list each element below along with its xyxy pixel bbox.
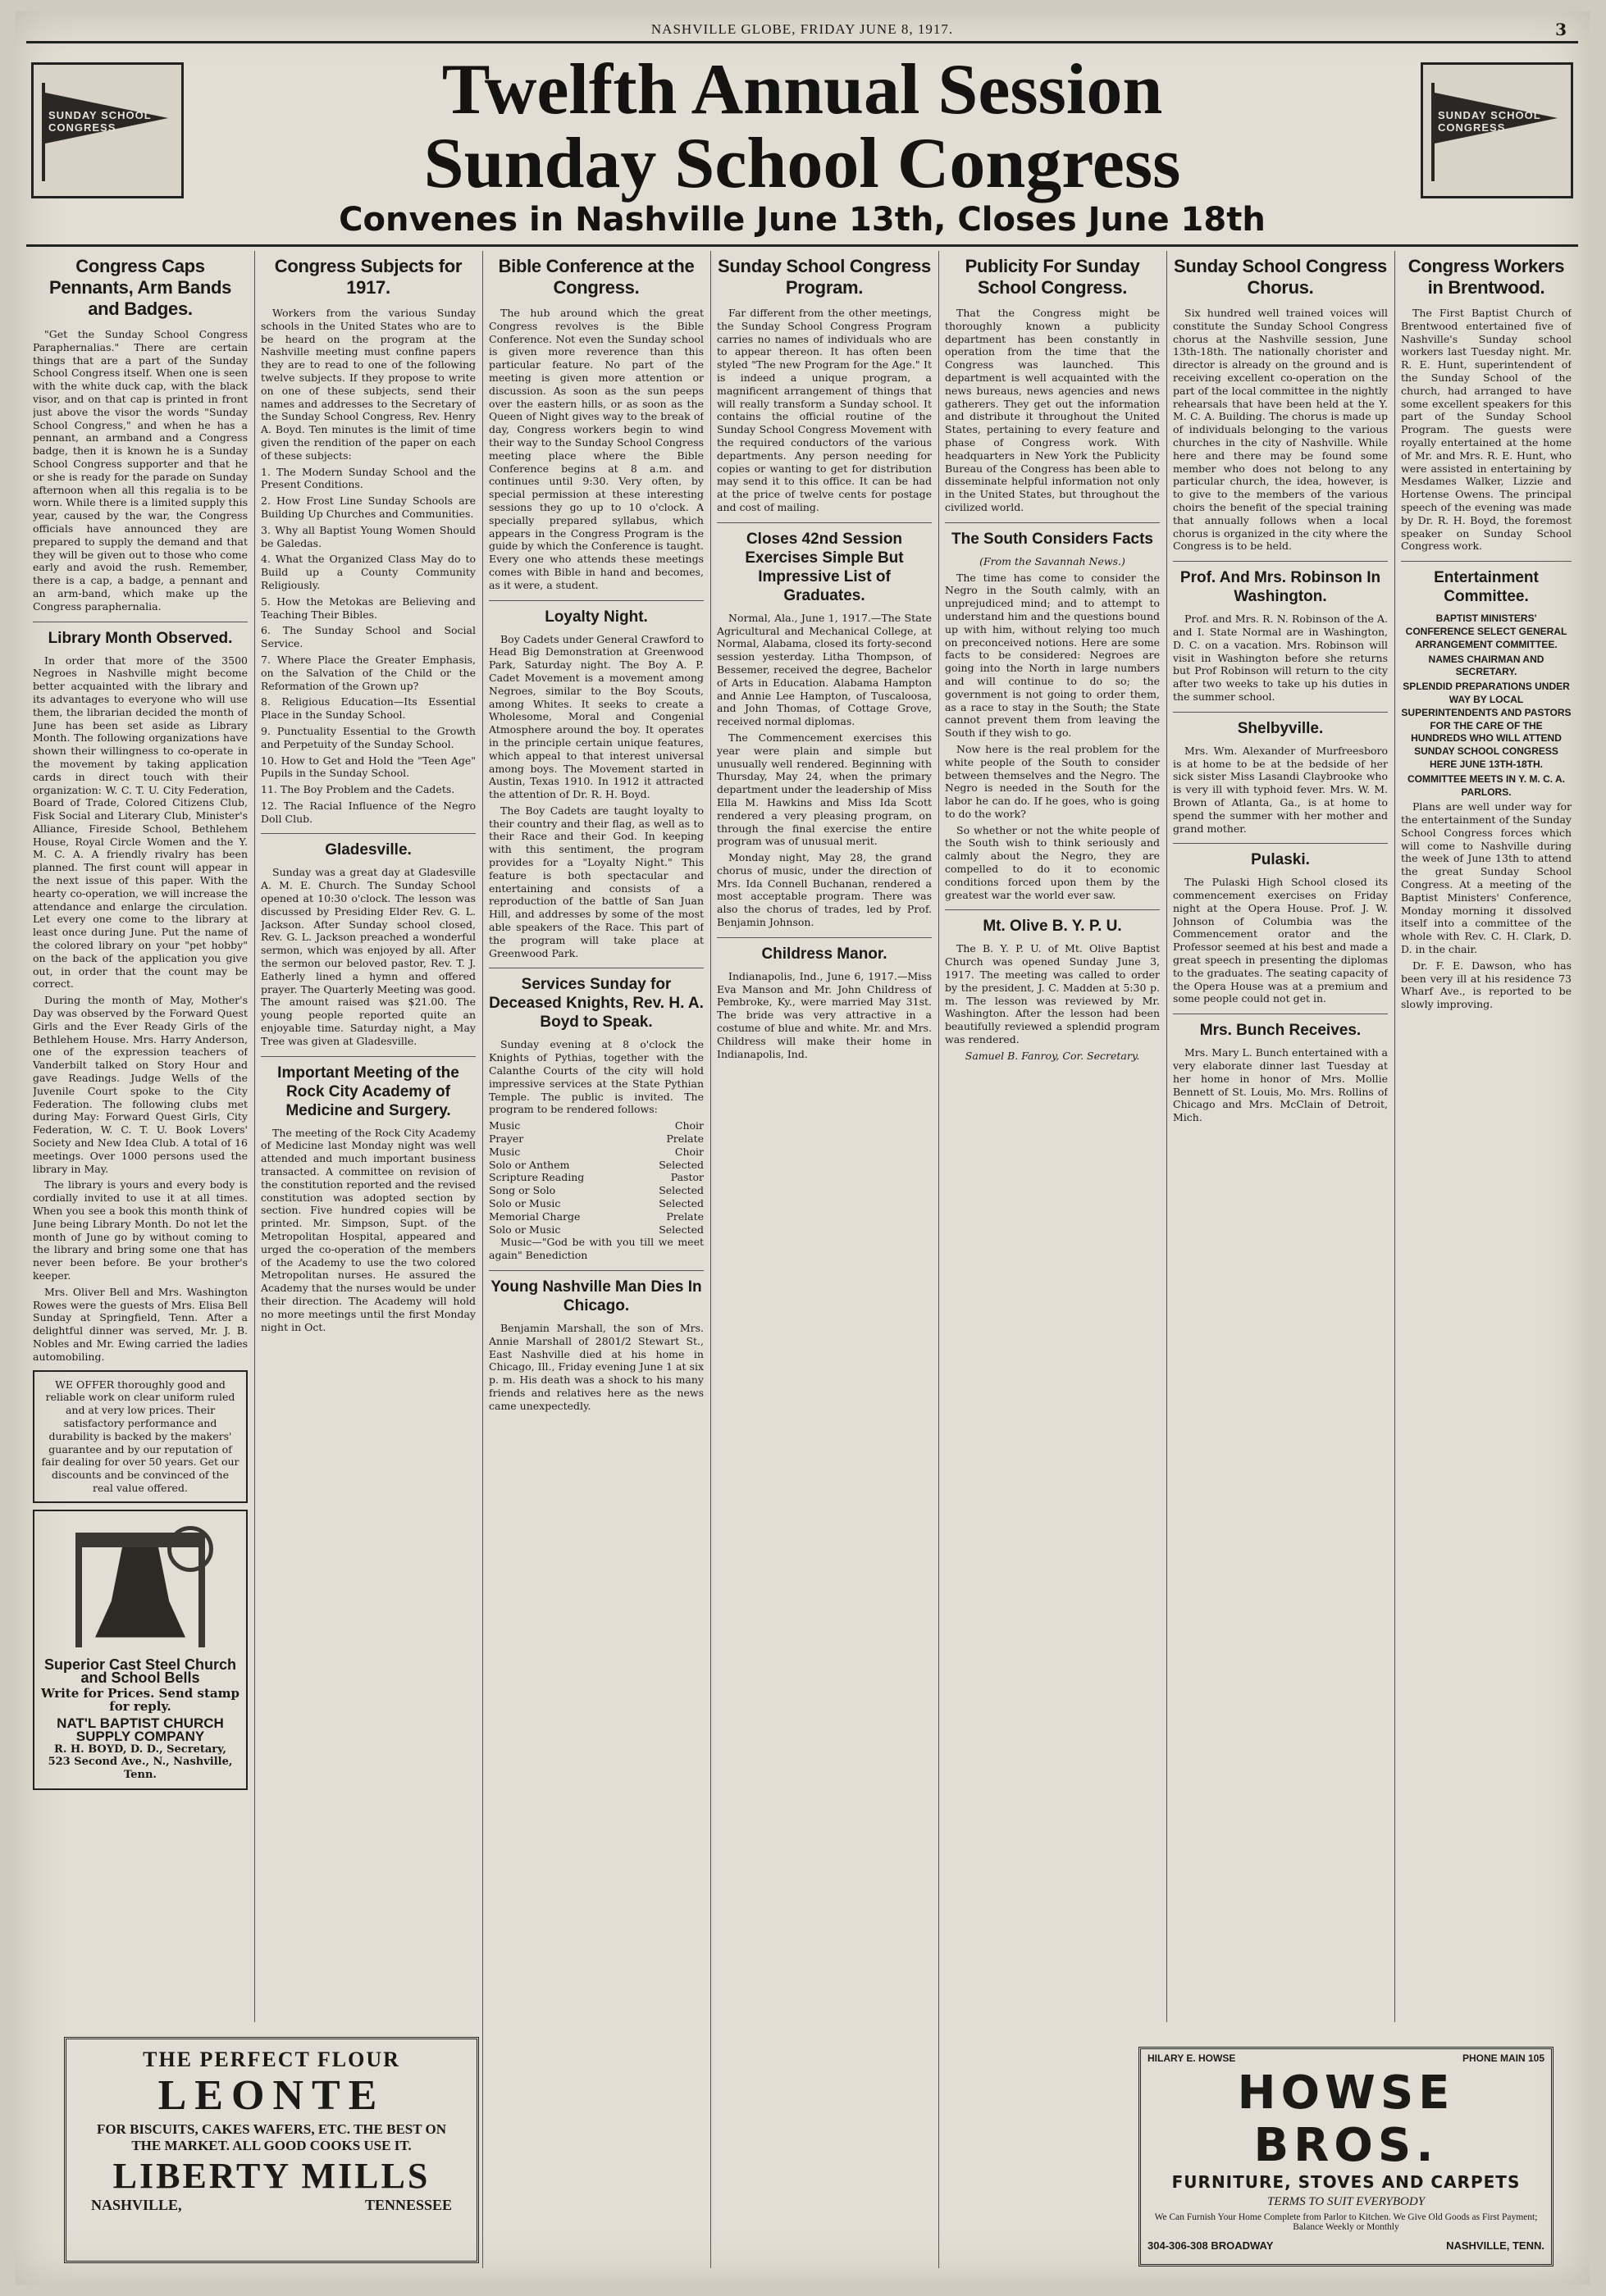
ad-proprietor: HILARY E. HOWSE <box>1147 2052 1236 2064</box>
article-text: Six hundred well trained voices will constitute the Sunday School Congress chorus at the Nashville session, June 13th-18th. The nationally chorister and director is already on the ground and is receiving excellent co-operation on the part of the local committee in the nightly rehearsals that have been held at the Y. M. C. A. Building. The chorus is made up of individuals belonging to the various churches in the city of Nashville. While here and there may be found some member who does not belong to any particular church, the idea, however, is to give to the members of the various choirs the benefit of the special training that annually follows when a local chorus is organized in the city where the Congress is to be held. <box>1173 307 1388 553</box>
ad-products: FURNITURE, STOVES AND CARPETS <box>1171 2172 1521 2192</box>
ad-company: LIBERTY MILLS <box>112 2156 431 2196</box>
article-byline: (From the Savannah News.) <box>979 554 1125 567</box>
article-text: Far different from the other meetings, the Sunday School Congress Program carries no names of individuals who are to appear thereon. It has often been styled "The new Program for the Age." It is indeed a unique program, a magnificent arrangement of things that will really transform a Sunday school. It contains the official routine of the Sunday School Congress Movement with the required conductors of the various departments. Any person needing for copies or wanting to get for distribution may send it to this office. It can be had at the price of twelve cents for postage and cost of mailing. <box>717 307 932 513</box>
article-text: During the month of May, Mother's Day was observed by the Forward Quest Girls and the Ever Ready Girls of the Bethlehem House. Mrs. Harry Anderson, one of the expression teachers of Vanderbilt talked on Story Hour and gave Readings. Judge Wells of the Juvenile Court spoke to the City Federation. The following clubs met during May: Forward Quest Girls, City Federation, W. C. T. U. Book Lovers' Society and New Idea Club. A total of 16 meetings. Over 1000 persons used the library in May. <box>33 994 248 1175</box>
ad-tagline: THE PERFECT FLOUR <box>143 2048 400 2071</box>
column-4 <box>717 251 932 2268</box>
ad-footer <box>1141 2234 1551 2257</box>
ad-text: Write for Prices. Send stamp for reply. <box>41 1686 240 1715</box>
subject-item: 10. How to Get and Hold the "Teen Age" Pupils in the Sunday School. <box>261 754 476 780</box>
ad-company: NAT'L BAPTIST CHURCH SUPPLY COMPANY <box>57 1715 224 1744</box>
subject-item: 1. The Modern Sunday School and the Present Conditions. <box>261 465 476 491</box>
article-title: Young Nashville Man Dies In Chicago. <box>489 1270 704 1315</box>
article-title: Prof. And Mrs. Robinson In Washington. <box>1173 561 1388 606</box>
article-text: So whether or not the white people of the South wish to think seriously and calmly about the Negro, they are compelled to do it to economic conditions forced upon them by the greatest war the world ever saw. <box>945 823 1160 901</box>
article-text: The hub around which the great Congress revolves is the Bible Conference. Not even the Sunday school is given more reverence than this particular feature. No part of the meeting is given more attention or discussion. As soon as the sun peeps over the eastern hills, or as soon as the Queen of Night gives way to the break of day, Congress workers begin to wind their way to the Sunday School Congress meeting place where the Bible Conference begins at 8 a.m. and continues until 9:30. Very often, by special permission at these interesting sessions they go up to 10 o'clock. A specially prepared syllabus, which appears in the Congress Program is the guide by which the Conference is taught. Every one who attends these meetings comes with Bible in hand and becomes, as it were, a student. <box>489 307 704 591</box>
column-divider <box>1166 251 1167 2022</box>
headline-secondary: Sunday School Congress <box>423 124 1181 203</box>
program-row: Solo or Music Selected <box>489 1197 704 1210</box>
article-title: Childress Manor. <box>717 937 932 963</box>
column-divider <box>482 251 483 2268</box>
article-title: Congress Caps Pennants, Arm Bands and Badges. <box>48 256 232 319</box>
article-title: Mt. Olive B. Y. P. U. <box>945 909 1160 936</box>
column-divider <box>938 251 939 2268</box>
article-text: Indianapolis, Ind., June 6, 1917.—Miss Eva Manson and Mr. John Childress of Pembroke, Ky., were married May 31st. The bride was very attractive in a costume of blue and white. Mr. and Mrs. Childress will make their home in Indianapolis, Ind. <box>717 969 932 1060</box>
top-rule <box>26 41 1578 43</box>
subject-item: 3. Why all Baptist Young Women Should be Galedas. <box>261 523 476 549</box>
column-2 <box>261 251 476 2022</box>
ad-text: FOR BISCUITS, CAKES WAFERS, ETC. THE BEST ON THE MARKET. ALL GOOD COOKS USE IT. <box>96 2121 447 2153</box>
ad-phone: PHONE MAIN 105 <box>1462 2052 1544 2064</box>
article-title: Services Sunday for Deceased Knights, Rev. H. A. Boyd to Speak. <box>489 968 704 1032</box>
article-signature: Samuel B. Fanroy, Cor. Secretary. <box>965 1049 1140 1062</box>
notice-heading: BAPTIST MINISTERS' CONFERENCE SELECT GENERAL ARRANGEMENT COMMITTEE. <box>1405 613 1567 650</box>
article-text: Prof. and Mrs. R. N. Robinson of the A. and I. State Normal are in Washington, D. C. on a vacation. Mrs. Robinson will visit in Washington before she returns but Prof Robinson will return to the city after two weeks to take up his duties in the summer school. <box>1173 613 1388 703</box>
ad-location <box>66 2197 477 2214</box>
column-3 <box>489 251 704 2268</box>
article-text: "Get the Sunday School Congress Paraphernalias." There are certain things that are a part of the Sunday School Congress itself. When one is seen with the white duck cap, with the black visor, and on that cap is printed in front just above the visor the words "Sunday School Congress," and when he has a pennant, an armband and a Congress badge, then it is known he is a Sunday School Congress supporter and that he or she is ready for the parade on Sunday afternoon when all this regalia is to be worn. While there is a limited supply this year, caused by the war, the Congress officials have announced they are prepared to supply the demand and that they will be given out to those who come early and avoid the rush. Remember, there is a cap, a badge, a pennant and an arm-band, which make up the Congress paraphernalia. <box>33 328 248 613</box>
article-title: The South Considers Facts <box>945 522 1160 549</box>
column-1 <box>33 251 248 2022</box>
notice-heading: SPLENDID PREPARATIONS UNDER WAY BY LOCAL SUPERINTENDENTS AND PASTORS FOR THE CARE OF THE HUNDREDS WHO WILL ATTEND SUNDAY SCHOOL CONGRESS HERE JUNE 13TH-18TH. <box>1401 681 1572 770</box>
pennant-right <box>1421 62 1573 198</box>
service-program <box>489 1119 704 1236</box>
ad-brand: HOWSE BROS. <box>1237 2066 1455 2172</box>
advertisement-leonte-flour <box>64 2037 479 2263</box>
pennant-text: SUNDAY SCHOOL CONGRESS <box>48 109 152 134</box>
column-5 <box>945 251 1160 2268</box>
ad-city: NASHVILLE, <box>91 2197 182 2213</box>
article-text: Now here is the real problem for the white people of the South to consider between themselves and the Negro. The Negro is needed in the South for the labor he can do. If he goes, who is going to do the work? <box>945 742 1160 820</box>
article-title: Shelbyville. <box>1173 712 1388 738</box>
program-row: Music Choir <box>489 1145 704 1158</box>
ad-state: TENNESSEE <box>364 2197 452 2213</box>
subject-item: 11. The Boy Problem and the Cadets. <box>261 783 455 796</box>
article-text: Benjamin Marshall, the son of Mrs. Annie Marshall of 2801/2 Stewart St., East Nashville died at his home in Chicago, Ill., Friday evening June 1 at six p. m. His death was a shock to his many friends and relatives here as the news came unexpectedly. <box>489 1322 704 1412</box>
article-title: Bible Conference at the Congress. <box>498 256 695 298</box>
article-text: The Pulaski High School closed its commencement exercises on Friday night at the Opera House. Prof. J. W. Johnson of Columbia was the Commencement orator and the Professor seemed at his best and made a great speech in presenting the diplomas to the graduates. The seating capacity of the Opera House was at a premium and some people could not get in. <box>1173 876 1388 1005</box>
subject-item: 7. Where Place the Greater Emphasis, on the Salvation of the Child or the Reformation of the Grown up? <box>261 653 476 692</box>
program-row: Scripture Reading Pastor <box>489 1171 704 1184</box>
article-title: Loyalty Night. <box>489 600 704 626</box>
ad-text: WE OFFER thoroughly good and reliable work on clear uniform ruled and at very low prices. Their satisfactory performance and durability is backed by the makers' guarantee and by our reputation of fair dealing for over 50 years. Get our discounts and be convinced of the real value offered. <box>41 1378 240 1494</box>
article-text: The B. Y. P. U. of Mt. Olive Baptist Church was opened Sunday June 3, 1917. The meeting was called to order by the president, J. C. Madden at 5:30 p. m. The lesson was reviewed by Mr. Washington. After the lesson had been beautifully reviewed a splendid program was rendered. <box>945 942 1160 1046</box>
program-row: Solo or Anthem Selected <box>489 1158 704 1171</box>
column-divider <box>1394 251 1395 2022</box>
article-text: In order that more of the 3500 Negroes in Nashville might become better acquainted with the library and its advantages to everyone who will use them, the librarian decided the month of June has been set aside as Library Month. The following organizations have shown their willingness to co-operate in the movement by taking application cards in direct touch with their organization: W. C. T. U. City Federation, Board of Trade, Colored Citizens Club, Fisk Social and Literary Club, Minister's Alliance, Fireside School, Bethlehem House, Royal Circle Women and the Y. M. C. A. A friendly rivalry has been planned. The first count will appear in the next issue of this paper. With the hearty co-operation, we will increase the attendance and enlarge the circulation. Let every one come to the library at least once during June. Put the name of the colored library on your "pet hobby" on the back of the application you give out, in order that the count may be correct. <box>33 654 248 991</box>
pennant-pole <box>1431 83 1435 181</box>
article-text: The library is yours and every body is cordially invited to use it at all times. When you see a book this month think of June being Library Month. Do not let the month of June go by without coming to the library and bring some one that has never been before. Be your brother's keeper. <box>33 1178 248 1282</box>
subject-item: 2. How Frost Line Sunday Schools are Building Up Churches and Communities. <box>261 494 476 520</box>
column-divider <box>254 251 255 2022</box>
advertisement-howse-bros <box>1138 2047 1554 2266</box>
article-text: Sunday was a great day at Gladesville A. M. E. Church. The Sunday School opened at 10:30 o'clock. The lesson was discussed by Presiding Elder Rev. G. L. Jackson. After Sunday school closed, Rev. G. L. Jackson preached a wonderful sermon, which was enjoyed by all. After the sermon our beloved pastor, Rev. T. J. Eatherly lined a hymn and offered prayer. The Quarterly Meeting was good. The amount raised was $21.00. The young people reported quite an enjoyable time. Saturday night, a May Tree was given at Gladesville. <box>261 866 476 1047</box>
ad-header <box>1141 2049 1551 2067</box>
article-title: Mrs. Bunch Receives. <box>1173 1014 1388 1040</box>
article-text: The meeting of the Rock City Academy of Medicine last Monday night was well attended and much important business transacted. A committee on revision of the constitution reported and the revised constitution was adopted section by section. Five hundred copies will be printed. Mr. Simpson, Supt. of the Metropolitan Hospital, appeared and urged the co-operation of the members of the Academy to use the two colored Metropolitan nurses. He assured the Academy that the nurses would be under their direction. The Academy will hold no more meetings until the first Monday night in Oct. <box>261 1126 476 1333</box>
article-text: That the Congress might be thoroughly known a publicity department has been constantly in operation from the time that the Congress was launched. This department is well acquainted with the news bureaus, news agencies and news gatherers. They get out the information and distribute it throughout the United States, pertaining to every feature and phase of Congress work. With headquarters in New York the Publicity Bureau of the Congress has been able to disseminate helpful information not only in the United States, but throughout the civilized world. <box>945 307 1160 513</box>
subject-item: 9. Punctuality Essential to the Growth and Perpetuity of the Sunday School. <box>261 724 476 750</box>
article-title: Congress Workers in Brentwood. <box>1408 256 1565 298</box>
ad-address: 304-306-308 BROADWAY <box>1147 2239 1274 2252</box>
article-text: Monday night, May 28, the grand chorus of music, under the direction of Mrs. Ida Connell Buchanan, rendered a most acceptable program. There was also the chorus of trades, led by Prof. Benjamin Johnson. <box>717 851 932 929</box>
program-row: Memorial Charge Prelate <box>489 1210 704 1223</box>
article-text: Boy Cadets under General Crawford to Head Big Demonstration at Greenwood Park, Saturday night. The Boy A. P. Cadet Movement is a movement among Negroes, similar to the Boy Scouts, among Whites. It seeks to create a Wholesome, Moral and Congenial Atmosphere around the boy. It operates in the principle certain unique features, which appeal to that interest universal among boys. The Movement started in Austin, Texas 1910. In 1912 it attracted the attention of Dr. R. H. Boyd. <box>489 632 704 801</box>
ad-city: NASHVILLE, TENN. <box>1446 2239 1544 2252</box>
column-7 <box>1401 251 1572 2022</box>
article-text: The time has come to consider the Negro in the South calmly, with an unprejudiced mind; and to attempt to understand him and the questions bound up with him, without relying too much on preconceived notions. Here are some facts to be considered: Negroes are going into the North in large numbers and will continue to do so; the government is not going to order them, as a race to stay in the South; the State cannot prevent them from leaving the South if they wish to go. <box>945 571 1160 740</box>
article-text: Mrs. Oliver Bell and Mrs. Washington Rowes were the guests of Mrs. Elisa Bell Sunday at Springfield, Tenn. After a delightful dinner was served, Mr. J. B. Nobles and Mr. Ewing carried the ladies automobiling. <box>33 1285 248 1363</box>
article-text: Music—"God be with you till we meet again" Benediction <box>489 1236 704 1262</box>
pennant-left <box>31 62 184 198</box>
program-row: Song or Solo Selected <box>489 1184 704 1197</box>
article-title: Publicity For Sunday School Congress. <box>965 256 1140 298</box>
article-text: The Boy Cadets are taught loyalty to their country and their flag, as well as to their Race and their God. In keeping with this sentiment, the program provides for a "Loyalty Night." This feature is both spectacular and entertaining and consists of a reproduction of the battle of San Juan Hill, and addresses by some of the most able speakers of the Race. This part of the program will take place at Greenwood Park. <box>489 804 704 959</box>
program-row: Music Choir <box>489 1119 704 1132</box>
article-text: The First Baptist Church of Brentwood entertained five of Nashville's Sunday school workers last Tuesday night. Mr. R. E. Hunt, superintendent of the Sunday School of the church, had arranged to have some excellent speakers for this part of the Sunday School Program. The guests were royally entertained at the home of Mr. and Mrs. R. E. Hunt, who were assisted in entertaining by Mesdames Walker, Lizzie and Hortense Owens. The principal speech of the evening was made by Dr. R. H. Boyd, the foremost speaker on Sunday School Congress work. <box>1401 307 1572 553</box>
article-text: Sunday evening at 8 o'clock the Knights of Pythias, together with the Calanthe Courts of the city will hold impressive services at the State Pythian Temple. The public is invited. The program to be rendered follows: <box>489 1038 704 1116</box>
ad-text: R. H. BOYD, D. D., Secretary, <box>54 1742 226 1756</box>
article-text: Mrs. Mary L. Bunch entertained with a very elaborate dinner last Tuesday at her home in honor of Mrs. Mollie Bennett of St. Louis, Mo. Mrs. Rollins of Chicago and Mrs. McClain of Detroit, Mich. <box>1173 1046 1388 1124</box>
page-number: 3 <box>1555 20 1567 39</box>
subject-item: 5. How the Metokas are Believing and Teaching Their Bibles. <box>261 594 476 621</box>
advertisement-we-offer <box>33 1370 248 1503</box>
article-title: Entertainment Committee. <box>1401 561 1572 606</box>
subject-item: 12. The Racial Influence of the Negro Doll Club. <box>261 799 476 825</box>
article-title: Important Meeting of the Rock City Academy of Medicine and Surgery. <box>261 1056 476 1120</box>
article-text: Plans are well under way for the entertainment of the Sunday School Congress forces which will come to Nashville during the week of June 13th to attend the great Sunday School Congress. At a meeting of the Baptist Ministers' Conference, Monday morning it dissolved itself into a committee of the whole with Rev. C. H. Clark, D. D. in the chair. <box>1401 800 1572 956</box>
notice-heading: COMMITTEE MEETS IN Y. M. C. A. PARLORS. <box>1407 772 1565 798</box>
article-text: Normal, Ala., June 1, 1917.—The State Agricultural and Mechanical College, at Normal, Alabama, closed its forty-second session yesterday. Litha Thompson, of Bessemer, received the degree, Bachelor of Arts in Education. Alabama Hampton and Annie Lee Hampton, of Tuscaloosa, and John Thomas, of Cottage Grove, received normal diplomas. <box>717 611 932 728</box>
folio-line: NASHVILLE GLOBE, FRIDAY JUNE 8, 1917. <box>650 21 954 37</box>
ad-text: We Can Furnish Your Home Complete from Parlor to Kitchen. We Give Old Goods as First Payment; Balance Weekly or Monthly <box>1154 2212 1538 2232</box>
article-title: Congress Subjects for 1917. <box>274 256 463 298</box>
subject-item: 6. The Sunday School and Social Service. <box>261 624 476 650</box>
headline-primary: Twelfth Annual Session <box>441 50 1163 130</box>
article-title: Gladesville. <box>261 833 476 859</box>
ad-headline: Superior Cast Steel Church and School Bells <box>43 1656 237 1686</box>
program-row: Prayer Prelate <box>489 1132 704 1146</box>
notice-heading: NAMES CHAIRMAN AND SECRETARY. <box>1428 653 1544 678</box>
article-text: Dr. F. E. Dawson, who has been very ill at his residence 73 Wharf Ave., is reported to be slowly improving. <box>1401 959 1572 1011</box>
newspaper-page <box>15 11 1590 2285</box>
subject-item: 8. Religious Education—Its Essential Place in the Sunday School. <box>261 695 476 722</box>
article-text: The Commencement exercises this year were plain and simple but unusually well rendered. Beginning with Thursday, May 24, when the primary department under the leadership of Miss Ella M. Hawkins and Miss Ida Scott rendered a very pleasing program, on through the final exercise the entire program was of unusual merit. <box>717 731 932 848</box>
column-6 <box>1173 251 1388 2022</box>
ad-terms: TERMS TO SUIT EVERYBODY <box>1266 2195 1426 2208</box>
advertisement-church-bells <box>33 1510 248 1790</box>
church-bell-icon <box>71 1523 210 1654</box>
headline-subhead: Convenes in Nashville June 13th, Closes June 18th <box>339 201 1266 239</box>
pennant-text: SUNDAY SCHOOL CONGRESS <box>1438 109 1541 134</box>
article-title: Pulaski. <box>1173 843 1388 869</box>
article-title: Library Month Observed. <box>33 622 248 648</box>
ad-address: 523 Second Ave., N., Nashville, Tenn. <box>48 1756 233 1782</box>
subject-item: 4. What the Organized Class May do to Build up a County Community Religiously. <box>261 553 476 591</box>
article-title: Sunday School Congress Chorus. <box>1174 256 1387 298</box>
headline-rule <box>26 244 1578 247</box>
article-text: Mrs. Wm. Alexander of Murfreesboro is at home to be at the bedside of her sick sister Miss Lasandi Claybrooke who is very ill with typhoid fever. Mrs. W. M. Brown of Atlanta, Ga., is at home to spend the summer with her mother and grand mother. <box>1173 744 1388 835</box>
ad-brand: LEONTE <box>157 2072 386 2119</box>
column-divider <box>710 251 711 2268</box>
article-text: Workers from the various Sunday schools in the United States who are to be heard on the program at the Nashville meeting must confine papers they are to read to one of the following twelve subjects. If they propose to write on one of these subjects, send their names and addresses to the Secretary of the Sunday School Congress, Rev. Henry A. Boyd. Ten minutes is the limit of time given the rendition of the paper on each of these subjects: <box>261 307 476 462</box>
pennant-pole <box>42 83 45 181</box>
program-row: Solo or Music Selected <box>489 1223 704 1236</box>
article-title: Sunday School Congress Program. <box>718 256 931 298</box>
article-title: Closes 42nd Session Exercises Simple But Impressive List of Graduates. <box>717 522 932 605</box>
